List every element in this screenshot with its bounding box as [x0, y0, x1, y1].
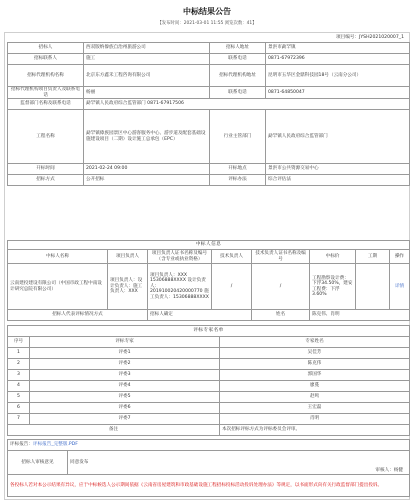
winner-col-tech-cert: 技术负责人证书名称及编号: [252, 250, 310, 264]
page-title: 中标结果公告: [183, 7, 231, 16]
supervisor-label: 监督部门名称及联系电话: [8, 99, 84, 110]
tender-method-label: 招标方式: [8, 175, 84, 186]
agent-contact-label: 招标代理机构项目负责人及联系电话: [8, 87, 84, 99]
note-value: 本次招标评标方式为评标委员会评审。: [220, 425, 410, 436]
expert-no: 7: [8, 414, 30, 425]
tenderee-value: 西双版纳傣族自治州旅游公司: [84, 43, 210, 54]
tenderee-address-label: 招标人地址: [210, 43, 266, 54]
expert-no: 3: [8, 370, 30, 381]
winner-col-price: 中标价: [310, 250, 356, 264]
table-row: [8, 359, 410, 370]
expert-role: 评委2: [30, 359, 220, 370]
winner-table: [7, 240, 410, 321]
reviewer-value: 杨健: [393, 467, 404, 473]
eval-method-value: 综合评估法: [266, 175, 410, 186]
winner-detail-link[interactable]: 详情: [394, 283, 405, 289]
open-place-value: 景洪市公共资源交易中心: [266, 164, 410, 175]
expert-role: 评委3: [30, 370, 220, 381]
agent-phone-value: 0871-64850047: [266, 87, 410, 99]
tenderee-contact-label: 招标联系人: [8, 54, 84, 65]
table-row: [8, 381, 410, 392]
expert-no: 1: [8, 348, 30, 359]
industry-dept-label: 行业主管部门: [210, 110, 266, 164]
industry-dept-value: 勐罕镇人民政府综合监管部门: [266, 110, 410, 164]
project-name-value: 勐罕镇傣族园景区中心游客服务中心、游步道及配套基础设施建设项目（二期）设计施工总承包（EPC）: [84, 110, 210, 164]
agent-contact-value: 杨丽: [84, 87, 210, 99]
winner-section-title: 中标人信息: [8, 241, 410, 250]
expert-col-no: 序号: [8, 337, 30, 348]
expert-name: 王宏磊: [220, 403, 410, 414]
tenderee-contact-value: 施工: [84, 54, 210, 65]
open-time-label: 开标时间: [8, 164, 84, 175]
table-row: [8, 348, 410, 359]
expert-name: 赵鸣: [220, 392, 410, 403]
winner-tech: /: [212, 264, 252, 310]
agent-address-value: 昆明市五华区金鼎科技园18号（云南分公司）: [266, 65, 410, 87]
agent-address-label: 招标代理机构地址: [210, 65, 266, 87]
open-time-value: 2021-02-24 09:00: [84, 164, 210, 175]
winner-col-action: 操作: [390, 250, 410, 264]
tender-method-value: 公开招标: [84, 175, 210, 186]
project-number-value: JYSH2021020007_1: [359, 35, 404, 40]
table-row: [8, 403, 410, 414]
expert-name: 郭国华: [220, 370, 410, 381]
winner-period: [356, 264, 390, 310]
expert-col-role: 评标专家: [30, 337, 220, 348]
expert-col-name: 专家姓名: [220, 337, 410, 348]
project-name-label: 工程名称: [8, 110, 84, 164]
winner-col-tech: 技术负责人: [212, 250, 252, 264]
reviewer-label: 审核人：: [375, 467, 394, 473]
expert-table: [7, 325, 410, 436]
audit-label: 招标人审核意见: [8, 451, 68, 475]
expert-role: 评委4: [30, 381, 220, 392]
attachment-label: 评标报告：: [10, 442, 33, 448]
winner-col-manager: 项目负责人: [108, 250, 148, 264]
eval-mode-label: 招标人代表评标情况方式: [8, 310, 148, 321]
table-row: [8, 370, 410, 381]
open-place-label: 开标地点: [210, 164, 266, 175]
representative-value: 陈克伟、肖明: [310, 310, 410, 321]
expert-name: 陈克伟: [220, 359, 410, 370]
expert-role: 评委5: [30, 392, 220, 403]
audit-value: 同意发布: [70, 459, 89, 465]
representative-label: 姓名: [252, 310, 310, 321]
footer-table: [7, 439, 410, 497]
project-number-label: 项目编号：: [336, 35, 360, 40]
expert-role: 评委6: [30, 403, 220, 414]
expert-name: 吴佳芳: [220, 348, 410, 359]
winner-cert: 项目负责人：XXX 15306888XXXX 设计负责人：201910020420000770 施工负责人：15306888XXXX: [148, 264, 212, 310]
table-row: [8, 414, 410, 425]
agent-value: 北京东方鑫禾工程咨询有限公司: [84, 65, 210, 87]
eval-method-label: 评标办法: [210, 175, 266, 186]
expert-section-title: 评标专家名单: [8, 326, 410, 337]
tenderee-phone-label: 联系电话: [210, 54, 266, 65]
winner-tech-cert: /: [252, 264, 310, 310]
winner-col-period: 工期: [356, 250, 390, 264]
expert-name: 肖明: [220, 414, 410, 425]
expert-role: 评委1: [30, 348, 220, 359]
table-row: [8, 392, 410, 403]
expert-name: 廖蔓: [220, 381, 410, 392]
winner-name: 云南建投建设有限公司（中国市政工程中南设计研究总院有限公司）: [8, 264, 108, 310]
winner-manager: 项目负责人：设计负责人：施工负责人：XXX: [108, 264, 148, 310]
tenderee-label: 招标人: [8, 43, 84, 54]
agent-label: 招标代理机构名称: [8, 65, 84, 87]
project-number: [336, 35, 404, 41]
expert-no: 6: [8, 403, 30, 414]
publish-meta: 【发布时间：2021-03-01 11:55 浏览次数：41】: [157, 21, 257, 26]
attachment-link[interactable]: 评标报告_完整版.PDF: [32, 442, 78, 448]
complaint-notice: 各投标人若对本公示结果有异议，应于中标候选人公示期间依据《云南省房屋建筑和市政基础设施工程招标投标活动投诉处理办法》等规定，以书面形式向有关行政监督部门提出投诉。: [8, 475, 410, 497]
notice-sheet: [4, 32, 410, 500]
agent-phone-label: 联系电话: [210, 87, 266, 99]
expert-no: 5: [8, 392, 30, 403]
tenderee-address-value: 景洪市勐罕镇: [266, 43, 410, 54]
note-label: 备注: [8, 425, 220, 436]
eval-mode-value: 招标人确定: [148, 310, 252, 321]
winner-col-cert: 项目负责人证书名称及编号（含专业或执业资格）: [148, 250, 212, 264]
supervisor-value: 勐罕镇人民政府综合监管部门 0871-67917506: [84, 99, 410, 110]
winner-price: 工程勘察设计费：下浮34.50%，建安工程费：下浮3.60%: [310, 264, 356, 310]
tenderee-phone-value: 0871-67972396: [266, 54, 410, 65]
tender-info-table: [7, 42, 410, 186]
expert-role: 评委7: [30, 414, 220, 425]
expert-no: 4: [8, 381, 30, 392]
expert-no: 2: [8, 359, 30, 370]
winner-col-name: 中标人名称: [8, 250, 108, 264]
